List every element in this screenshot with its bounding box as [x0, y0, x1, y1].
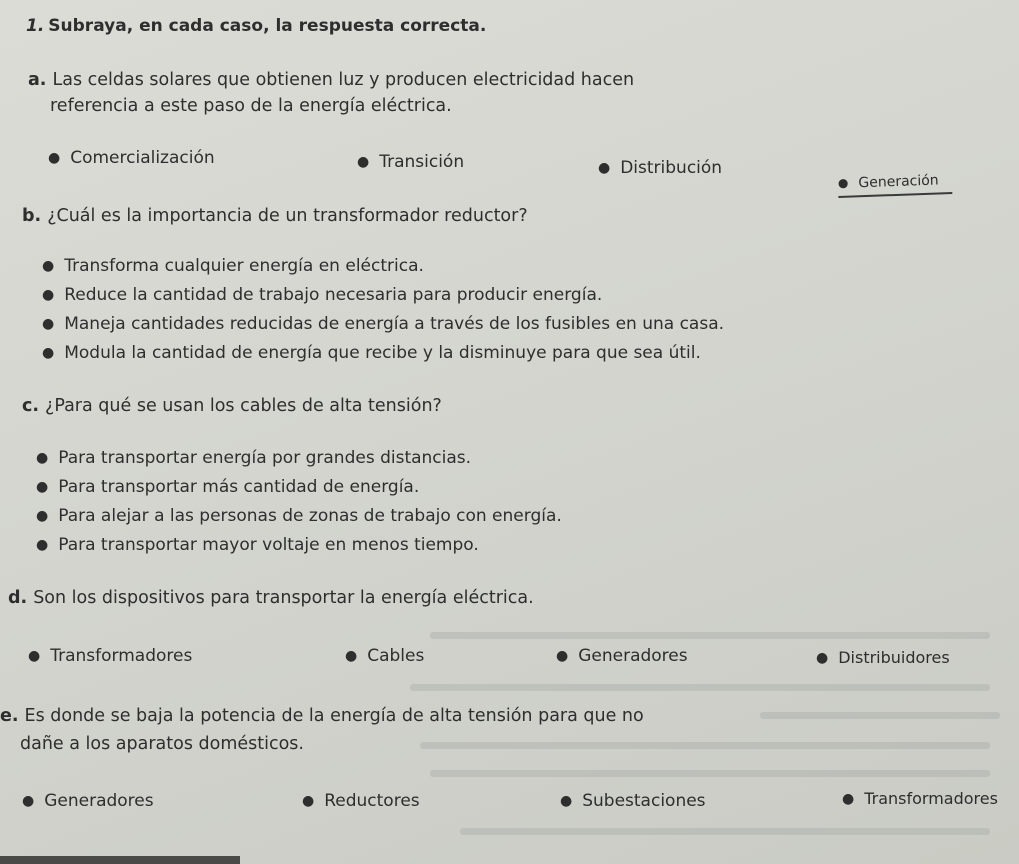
option-label: Maneja cantidades reducidas de energía a través de los fusibles en una casa. [64, 314, 725, 334]
option-a-3[interactable] [598, 158, 722, 178]
option-c-4[interactable] [36, 535, 479, 555]
bullet-icon: ● [357, 154, 370, 170]
option-e-1[interactable] [22, 791, 154, 811]
question-d [8, 588, 534, 608]
bullet-icon: ● [42, 287, 55, 303]
option-label: Transforma cualquier energía en eléctrica. [64, 256, 424, 276]
option-d-4[interactable] [816, 648, 950, 667]
option-label: Generación [858, 172, 939, 192]
option-label: Transformadores [864, 789, 998, 808]
bleed-through-mark [430, 770, 990, 777]
option-c-3[interactable] [36, 506, 562, 526]
option-e-4[interactable] [842, 789, 998, 808]
option-label: Para transportar mayor voltaje en menos tiempo. [58, 535, 479, 555]
bullet-icon: ● [302, 793, 315, 809]
bullet-icon: ● [42, 258, 55, 274]
bullet-icon: ● [42, 345, 55, 361]
bullet-icon: ● [816, 650, 829, 666]
bullet-icon: ● [345, 648, 358, 664]
option-a-4-underlined[interactable] [838, 172, 953, 198]
option-d-2[interactable] [345, 646, 424, 666]
option-label: Para alejar a las personas de zonas de trabajo con energía. [58, 506, 562, 526]
question-c [22, 396, 442, 416]
option-label: Generadores [44, 791, 154, 811]
bullet-icon: ● [560, 793, 573, 809]
option-label: Para transportar energía por grandes distancias. [58, 448, 472, 468]
option-d-1[interactable] [28, 646, 192, 666]
bullet-icon: ● [28, 648, 41, 664]
option-label: Modula la cantidad de energía que recibe y la disminuye para que sea útil. [64, 343, 701, 363]
question-text-line: ¿Para qué se usan los cables de alta tensión? [45, 396, 442, 416]
question-a-line2: referencia a este paso de la energía eléctrica. [50, 96, 452, 116]
option-label: Para transportar más cantidad de energía. [58, 477, 420, 497]
question-letter: c. [22, 396, 40, 416]
option-d-3[interactable] [556, 646, 688, 666]
bleed-through-mark [430, 632, 990, 639]
question-text-line: Son los dispositivos para transportar la energía eléctrica. [33, 588, 534, 608]
bullet-icon: ● [36, 537, 49, 553]
page-edge-shadow [0, 856, 240, 864]
question-letter: b. [22, 206, 42, 226]
bullet-icon: ● [48, 150, 61, 166]
option-b-1[interactable] [42, 256, 424, 276]
bullet-icon: ● [842, 791, 855, 807]
option-label: Distribuidores [838, 648, 950, 667]
option-c-2[interactable] [36, 477, 419, 497]
bleed-through-mark [410, 684, 990, 691]
option-label: Distribución [620, 158, 723, 178]
exercise-title [26, 16, 486, 36]
option-b-2[interactable] [42, 285, 602, 305]
exercise-instruction: Subraya, en cada caso, la respuesta correcta. [48, 16, 487, 36]
option-b-4[interactable] [42, 343, 701, 363]
option-e-3[interactable] [560, 791, 706, 811]
bullet-icon: ● [837, 175, 849, 190]
bullet-icon: ● [598, 160, 611, 176]
option-label: Subestaciones [582, 791, 706, 811]
question-e-line2: dañe a los aparatos domésticos. [20, 734, 304, 754]
option-label: Transformadores [50, 646, 193, 666]
question-text-line: Las celdas solares que obtienen luz y producen electricidad hacen [52, 70, 635, 90]
question-text-line: ¿Cuál es la importancia de un transformador reductor? [47, 206, 528, 226]
bullet-icon: ● [36, 508, 49, 524]
option-a-2[interactable] [357, 152, 464, 172]
question-e [0, 706, 644, 726]
question-text-line: Es donde se baja la potencia de la energía de alta tensión para que no [24, 706, 644, 726]
bullet-icon: ● [42, 316, 55, 332]
option-b-3[interactable] [42, 314, 724, 334]
option-a-1[interactable] [48, 148, 215, 168]
option-label: Reductores [324, 791, 420, 811]
question-a [28, 70, 634, 90]
option-label: Generadores [578, 646, 688, 666]
bullet-icon: ● [22, 793, 35, 809]
option-label: Reduce la cantidad de trabajo necesaria para producir energía. [64, 285, 603, 305]
bullet-icon: ● [556, 648, 569, 664]
option-e-2[interactable] [302, 791, 420, 811]
option-c-1[interactable] [36, 448, 471, 468]
question-b [22, 206, 528, 226]
bleed-through-mark [460, 828, 990, 835]
option-label: Cables [367, 646, 425, 666]
bullet-icon: ● [36, 450, 49, 466]
option-label: Transición [379, 152, 465, 172]
question-letter: e. [0, 706, 19, 726]
bleed-through-mark [760, 712, 1000, 719]
bleed-through-mark [420, 742, 990, 749]
question-letter: a. [28, 70, 47, 90]
exercise-number: 1. [26, 16, 45, 36]
bullet-icon: ● [36, 479, 49, 495]
question-letter: d. [8, 588, 28, 608]
option-label: Comercialización [70, 148, 215, 168]
